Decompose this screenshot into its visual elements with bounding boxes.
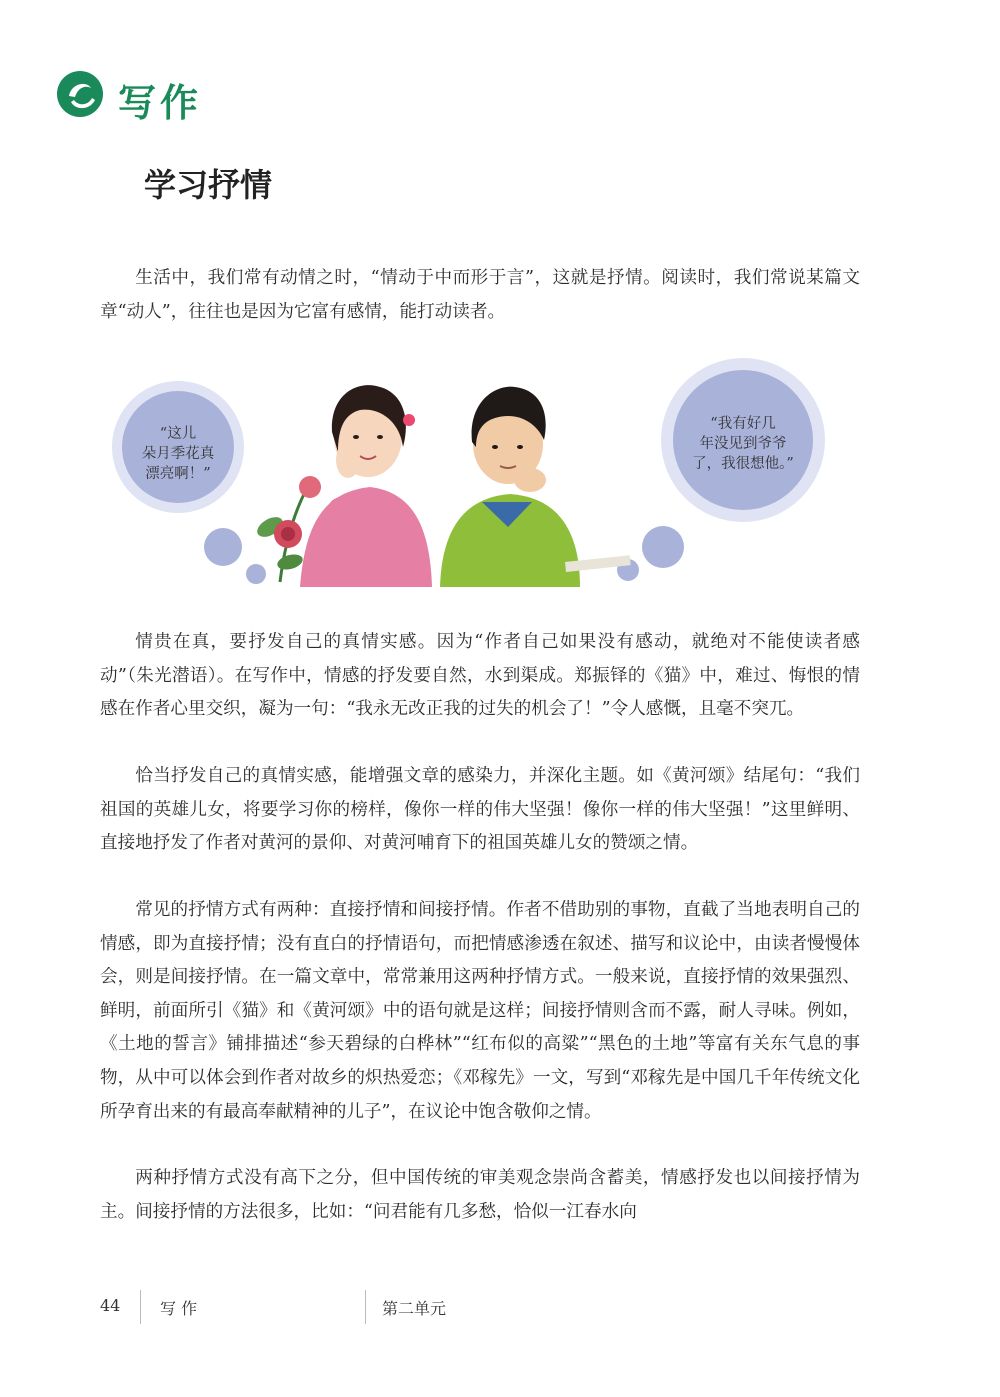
article-title: 学习抒情 [144,166,273,204]
girl-thought-bubble [126,424,230,484]
section-title: 写作 [118,81,203,125]
footer-divider [140,1290,141,1324]
body-paragraph: 恰当抒发自己的真情实感，能增强文章的感染力，并深化主题。如《黄河颂》结尾句：“我们祖国的英雄儿女，将要学习你的榜样，像你一样的伟大坚强！像你一样的伟大坚强！”这里鲜明、直接地抒发了作者对黄河的景仰、对黄河哺育下的祖国英雄儿女的赞颂之情。 [100,766,860,854]
boy-bubble-line: “我有好几 [710,416,776,432]
body-paragraph: 两种抒情方式没有高下之分，但中国传统的审美观念崇尚含蓄美，情感抒发也以间接抒情为主。间接抒情的方法很多，比如：“问君能有几多愁，恰似一江春水向 [100,1168,860,1222]
boy-bubble-line: 了，我很想他。” [692,456,794,472]
body-paragraph: 常见的抒情方式有两种：直接抒情和间接抒情。作者不借助别的事物，直截了当地表明自己的情感，即为直接抒情；没有直白的抒情语句，而把情感渗透在叙述、描写和议论中，由读者慢慢体会，则是间接抒情。在一篇文章中，常常兼用这两种抒情方式。一般来说，直接抒情的效果强烈、鲜明，前面所引《猫》和《黄河颂》中的语句就是这样；间接抒情则含而不露，耐人寻味。例如，《土地的誓言》铺排描述“参天碧绿的白桦林”“红布似的高粱”“黑色的土地”等富有关东气息的事物，从中可以体会到作者对故乡的炽热爱恋；《邓稼先》一文，写到“邓稼先是中国几千年传统文化所孕育出来的有最高奉献精神的儿子”，在议论中饱含敬仰之情。 [100,900,860,1122]
boy-thought-bubble [675,414,811,474]
page-number: 44 [100,1296,121,1315]
section-logo-icon [56,70,104,118]
intro-paragraph: 生活中，我们常有动情之时，“情动于中而形于言”，这就是抒情。阅读时，我们常说某篇文章“动人”，往往也是因为它富有感情，能打动读者。 [100,268,860,322]
boy-bubble-line: 年没见到爷爷 [699,436,787,452]
illustration [110,352,850,587]
footer-section: 写 作 [160,1299,198,1318]
boy-figure [440,387,631,587]
footer-unit: 第二单元 [382,1299,447,1318]
girl-bubble-line: “这儿 [159,426,197,442]
body-paragraph: 情贵在真，要抒发自己的真情实感。因为“作者自己如果没有感动，就绝对不能使读者感动”（朱光潜语）。在写作中，情感的抒发要自然，水到渠成。郑振铎的《猫》中，难过、悔恨的情感在作者心里交织，凝为一句：“我永无改正我的过失的机会了！”令人感慨，且毫不突兀。 [100,632,860,720]
girl-bubble-line: 漂亮啊！” [145,466,211,482]
footer-divider [365,1290,366,1324]
girl-bubble-line: 朵月季花真 [141,446,215,462]
